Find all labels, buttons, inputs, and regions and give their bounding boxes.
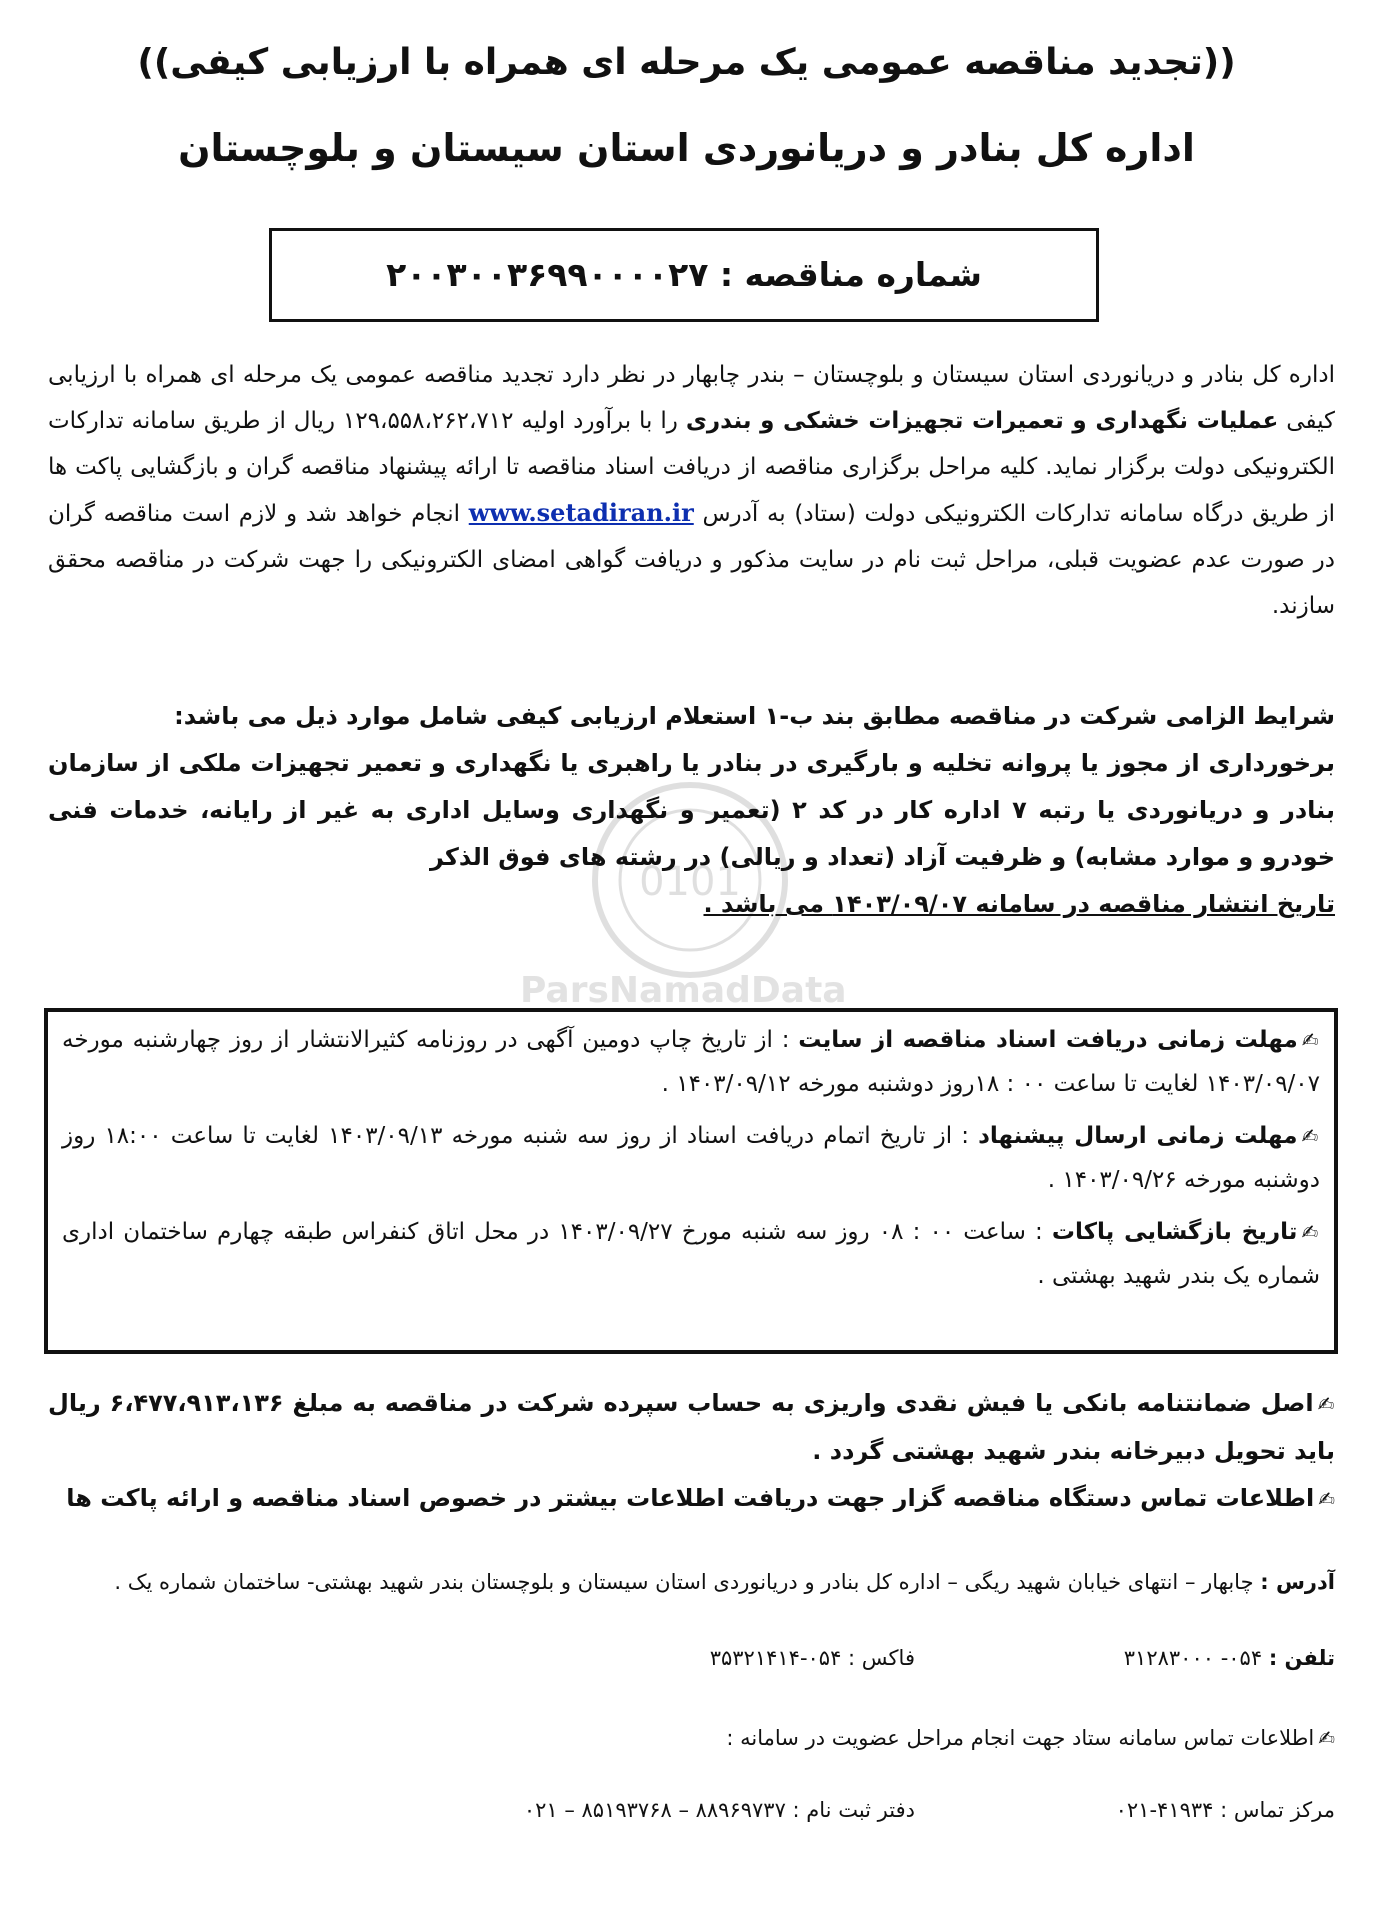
- conditions-section: [48, 693, 1335, 928]
- fax-value: ۰۵۴-۳۵۳۲۱۴۱۴: [709, 1646, 842, 1670]
- contact-row: [48, 1798, 1335, 1838]
- submit-deadline-label: مهلت زمانی ارسال پیشنهاد: [978, 1123, 1298, 1149]
- conditions-body: برخورداری از مجوز یا پروانه تخلیه و بارگیری در بنادر یا راهبری یا نگهداری و تعمیر تجهیزات ملکی از سازمان بنادر و دریانوردی یا رتبه ۷ اداره کار در کد ۲ (تعمیر و نگهداری وسایل اداری به غیر از رایانه، خدمات فنی خودرو و موارد مشابه) و ظرفیت آزاد (تعداد و ریالی) در رشته های فوق الذکر: [48, 749, 1335, 871]
- pen-icon: ✍: [1317, 1392, 1336, 1416]
- fax-label: فاکس :: [841, 1646, 915, 1670]
- address-label: آدرس :: [1260, 1570, 1335, 1594]
- docs-deadline-text: : از تاریخ چاپ دومین آگهی در روزنامه کثیرالانتشار از روز چهارشنبه مورخه ۱۴۰۳/۰۹/۰۷ لغایت تا ساعت ۰۰ : ۱۸روز دوشنبه مورخه ۱۴۰۳/۰۹/۱۲ .: [62, 1027, 1320, 1097]
- setad-info-text: اطلاعات تماس سامانه ستاد جهت انجام مراحل عضویت در سامانه :: [726, 1726, 1315, 1750]
- intro-part3: انجام خواهد شد و لازم است مناقصه گران در صورت عدم عضویت قبلی، مراحل ثبت نام در سایت مذکور و دریافت گواهی امضای الکترونیکی را جهت شرکت در مناقصه محقق سازند.: [48, 501, 1335, 619]
- setad-info-row: [48, 1726, 1335, 1750]
- notice-title: ((تجدید مناقصه عمومی یک مرحله ای همراه با ارزیابی کیفی)): [137, 42, 1236, 83]
- pen-icon: ✍: [1318, 1726, 1335, 1750]
- tel-label: تلفن :: [1268, 1646, 1335, 1670]
- opening-date-label: تاریخ بازگشایی پاکات: [1051, 1219, 1298, 1245]
- intro-paragraph: [48, 352, 1335, 629]
- tel-value: ۰۵۴- ۳۱۲۸۳۰۰۰: [1123, 1646, 1269, 1670]
- registration-office-block: [524, 1798, 915, 1822]
- phone-row: [48, 1646, 1335, 1686]
- pen-icon: ✍: [1301, 1124, 1320, 1148]
- guarantee-text-row: [48, 1380, 1335, 1475]
- pen-icon: ✍: [1301, 1028, 1320, 1052]
- registration-office-value: ۸۸۹۶۹۷۳۷ – ۸۵۱۹۳۷۶۸ – ۰۲۱: [523, 1798, 786, 1822]
- setad-website-link[interactable]: www.setadiran.ir: [468, 498, 694, 527]
- docs-deadline-label: مهلت زمانی دریافت اسناد مناقصه از سایت: [798, 1027, 1298, 1053]
- pen-icon: ✍: [1301, 1220, 1320, 1244]
- address-text: چابهار – انتهای خیابان شهید ریگی – اداره کل بنادر و دریانوردی استان سیستان و بلوچستان بندر شهید بهشتی- ساختمان شماره یک .: [114, 1570, 1261, 1594]
- conditions-heading: شرایط الزامی شرکت در مناقصه مطابق بند ب-۱ استعلام ارزیابی کیفی شامل موارد ذیل می باشد:: [174, 702, 1335, 730]
- contact-info-row: [48, 1475, 1335, 1523]
- intro-part2: را با برآورد اولیه ۱۲۹،۵۵۸،۲۶۲،۷۱۲ ریال از طریق سامانه تدارکات الکترونیکی دولت برگزار نماید. کلیه مراحل برگزاری مناقصه از دریافت اسناد مناقصه تا ارائه پیشنهاد مناقصه گران و بازگشایی پاکت ها از طریق درگاه سامانه تدارکات الکترونیکی دولت (ستاد) به آدرس: [48, 408, 1335, 527]
- tender-number-box: [269, 228, 1099, 322]
- address-block: [48, 1560, 1335, 1604]
- contact-info-heading: اطلاعات تماس دستگاه مناقصه گزار جهت دریافت اطلاعات بیشتر در خصوص اسناد مناقصه و ارائه پاکت ها: [66, 1484, 1315, 1512]
- tender-subject: عملیات نگهداری و تعمیرات تجهیزات خشکی و بندری: [685, 408, 1279, 434]
- docs-deadline: [62, 1018, 1320, 1106]
- svg-text:0101: 0101: [639, 859, 741, 905]
- tender-number: شماره مناقصه : ۲۰۰۳۰۰۳۶۹۹۰۰۰۰۲۷: [386, 255, 982, 294]
- submit-deadline: [62, 1114, 1320, 1202]
- registration-office-label: دفتر ثبت نام :: [785, 1798, 915, 1822]
- deadlines-box: [44, 1008, 1338, 1354]
- publish-date: تاریخ انتشار مناقصه در سامانه ۱۴۰۳/۰۹/۰۷ می باشد .: [703, 890, 1335, 918]
- fax-block: [710, 1646, 915, 1670]
- call-center-value: ۴۱۹۳۴-۰۲۱: [1115, 1798, 1214, 1822]
- intro-part1: اداره کل بنادر و دریانوردی استان سیستان و بلوچستان – بندر چابهار در نظر دارد تجدید مناقصه عمومی یک مرحله ای همراه با ارزیابی کیفی: [48, 362, 1336, 434]
- opening-date-text: : ساعت ۰۰ : ۰۸ روز سه شنبه مورخ ۱۴۰۳/۰۹/۲۷ در محل اتاق کنفراس طبقه چهارم ساختمان اداری شماره یک بندر شهید بهشتی .: [62, 1219, 1320, 1289]
- organization-title: اداره کل بنادر و دریانوردی استان سیستان و بلوچستان: [178, 126, 1195, 170]
- submit-deadline-text: : از تاریخ اتمام دریافت اسناد از روز سه شنبه مورخه ۱۴۰۳/۰۹/۱۳ لغایت تا ساعت ۱۸:۰۰ روز دوشنبه مورخه ۱۴۰۳/۰۹/۲۶ .: [62, 1123, 1320, 1193]
- guarantee-text: اصل ضمانتنامه بانکی یا فیش نقدی واریزی به حساب سپرده شرکت در مناقصه به مبلغ ۶،۴۷۷،۹۱۳،۱۳۶ ریال باید تحویل دبیرخانه بندر شهید بهشتی گردد .: [48, 1389, 1335, 1465]
- call-center-block: [1116, 1798, 1335, 1822]
- opening-date: [62, 1210, 1320, 1298]
- guarantee-section: [48, 1380, 1335, 1523]
- tel-block: [1124, 1646, 1335, 1670]
- watermark-text: ParsNamadData: [520, 970, 847, 1011]
- call-center-label: مرکز تماس :: [1213, 1798, 1335, 1822]
- pen-icon: ✍: [1318, 1487, 1335, 1511]
